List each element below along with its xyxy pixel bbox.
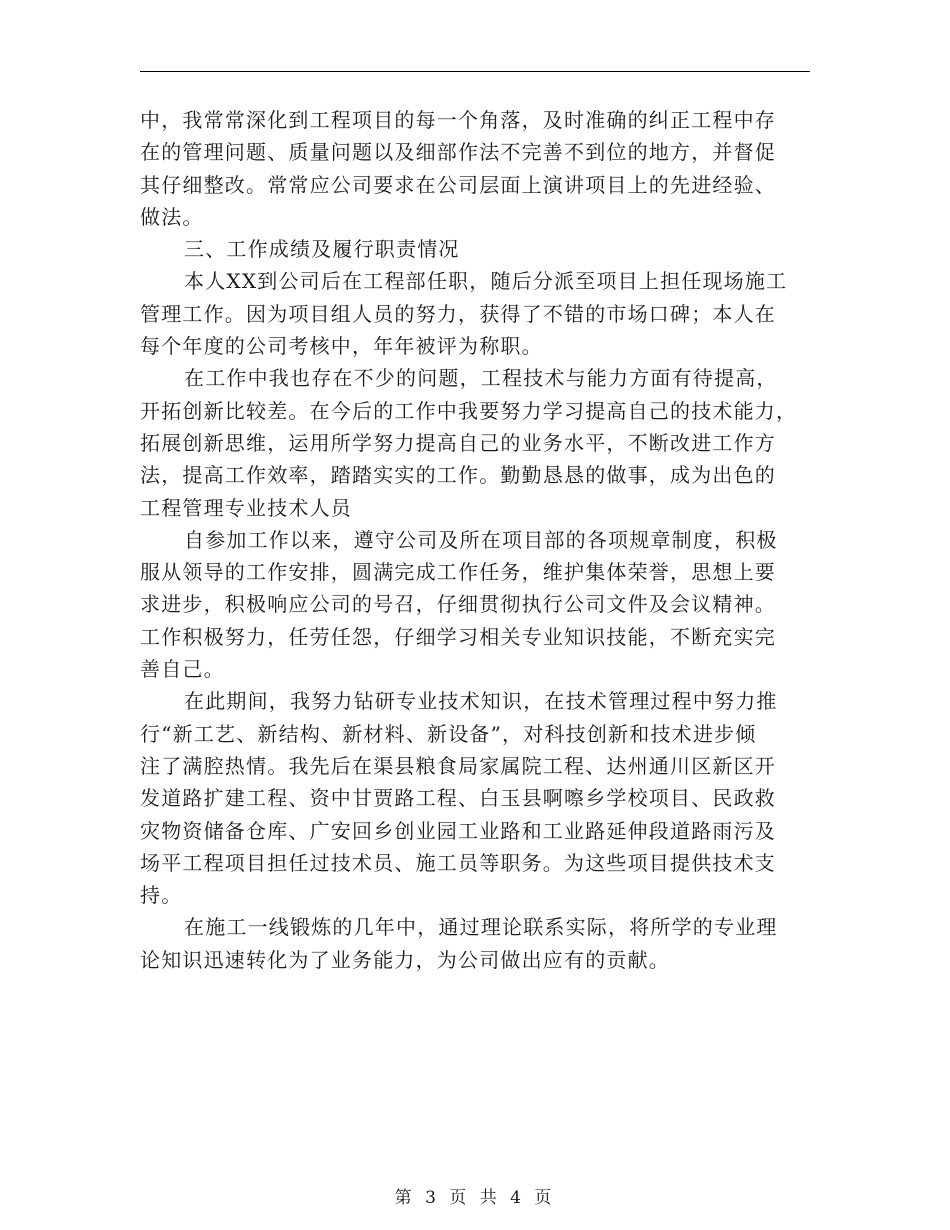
- text-line: 工作积极努力，任劳任怨，仔细学习相关专业知识技能，不断充实完: [140, 624, 776, 649]
- text-line: 求进步，积极响应公司的号召，仔细贯彻执行公司文件及会议精神。: [140, 592, 776, 617]
- paragraph: [140, 911, 810, 976]
- page-number-label: 第 3 页 共 4 页: [394, 1188, 556, 1208]
- header-rule: [140, 71, 810, 72]
- text-line: 在施工一线锻炼的几年中，通过理论联系实际，将所学的专业理: [184, 915, 778, 940]
- text-line: 做法。: [140, 204, 204, 229]
- text-line: 自参加工作以来，遵守公司及所在项目部的各项规章制度，积极: [184, 527, 778, 552]
- text-line: 其仔细整改。常常应公司要求在公司层面上演讲项目上的先进经验、: [140, 172, 776, 197]
- text-line: 拓展创新思维，运用所学努力提高自己的业务水平，不断改进工作方: [140, 430, 776, 455]
- text-line: 灾物资储备仓库、广安回乡创业园工业路和工业路延伸段道路雨污及: [140, 818, 776, 843]
- text-line: 场平工程项目担任过技术员、施工员等职务。为这些项目提供技术支: [140, 850, 776, 875]
- text-line: 持。: [140, 883, 183, 908]
- text-line: 开拓创新比较差。在今后的工作中我要努力学习提高自己的技术能力，: [140, 398, 798, 423]
- text-line: 每个年度的公司考核中，年年被评为称职。: [140, 334, 543, 359]
- paragraph: [140, 362, 810, 523]
- paragraph: [140, 524, 810, 685]
- text-line: 发道路扩建工程、资中甘贾路工程、白玉县啊嚓乡学校项目、民政救: [140, 786, 776, 811]
- page-footer: [0, 1183, 950, 1208]
- text-line: 服从领导的工作安排，圆满完成工作任务，维护集体荣誉，思想上要: [140, 560, 776, 585]
- text-line: 工程管理专业技术人员: [140, 495, 352, 520]
- text-line: 在的管理问题、质量问题以及细部作法不完善不到位的地方，并督促: [140, 140, 776, 165]
- text-line: 注了满腔热情。我先后在渠县粮食局家属院工程、达州通川区新区开: [140, 753, 776, 778]
- paragraph: [140, 685, 810, 911]
- text-line: 行“新工艺、新结构、新材料、新设备”，对科技创新和技术进步倾: [140, 721, 757, 746]
- text-line: 中，我常常深化到工程项目的每一个角落，及时准确的纠正工程中存: [140, 108, 776, 132]
- document-body: [140, 104, 810, 976]
- paragraph: [140, 233, 810, 265]
- text-line: 管理工作。因为项目组人员的努力，获得了不错的市场口碑；本人在: [140, 301, 776, 326]
- text-line: 在此期间，我努力钻研专业技术知识，在技术管理过程中努力推: [184, 689, 778, 714]
- text-line: 善自己。: [140, 657, 225, 682]
- text-line: 论知识迅速转化为了业务能力，为公司做出应有的贡献。: [140, 947, 670, 972]
- text-line: 法，提高工作效率，踏踏实实的工作。勤勤恳恳的做事，成为出色的: [140, 463, 776, 488]
- text-line: 在工作中我也存在不少的问题，工程技术与能力方面有待提高，: [184, 366, 778, 391]
- text-line: 三、工作成绩及履行职责情况: [184, 237, 460, 262]
- paragraph: [140, 265, 810, 362]
- text-line: 本人XX到公司后在工程部任职，随后分派至项目上担任现场施工: [184, 269, 788, 294]
- paragraph: [140, 104, 810, 233]
